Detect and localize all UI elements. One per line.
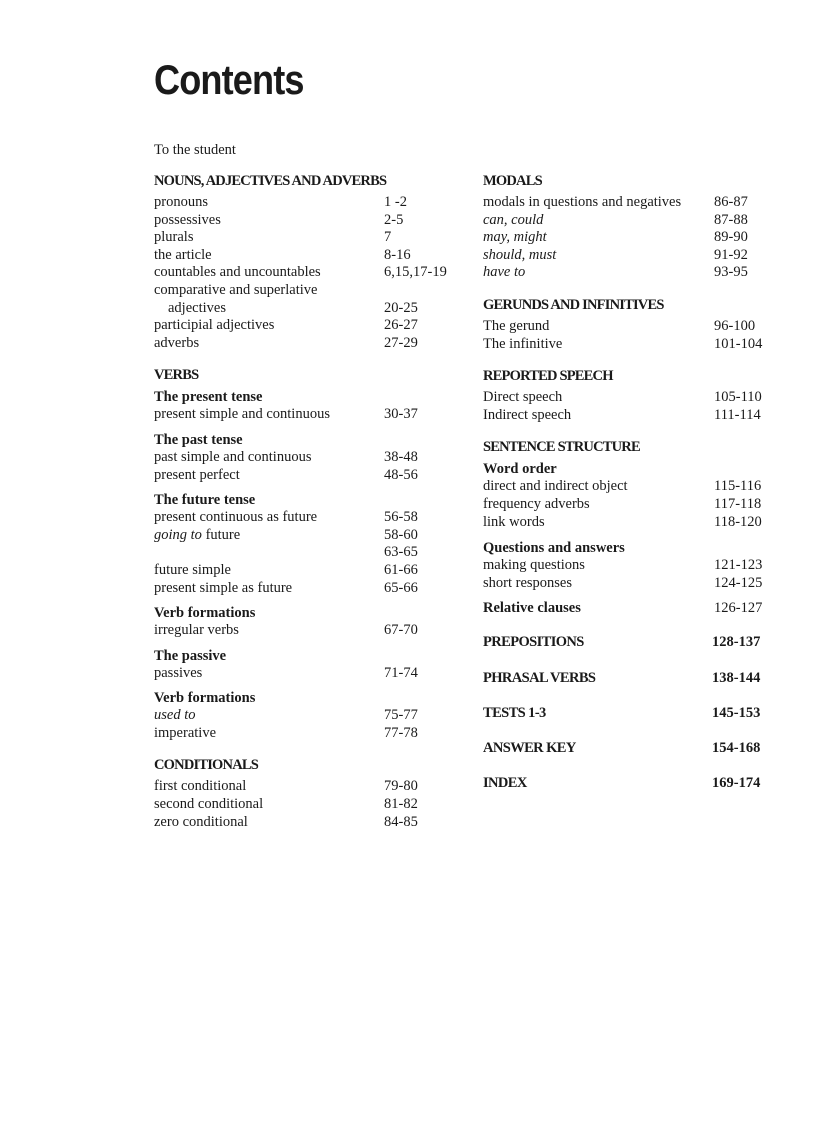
toc-label: future simple [154, 561, 231, 578]
toc-page: 56-58 [384, 509, 418, 526]
toc-label: The infinitive [483, 335, 563, 352]
toc-label: participial adjectives [154, 317, 275, 334]
section-heading-reported: REPORTED SPEECH [483, 368, 613, 385]
subsection-heading: Questions and answers [483, 540, 625, 557]
toc-major-row[interactable] [483, 669, 768, 687]
toc-row[interactable] [154, 509, 454, 527]
toc-page: 48-56 [384, 466, 418, 483]
toc-label: modals in questions and negatives [483, 194, 682, 210]
toc-row[interactable] [154, 317, 454, 335]
toc-label: adverbs [154, 334, 200, 351]
toc-row[interactable] [154, 229, 454, 247]
toc-label [154, 527, 384, 545]
toc-page: 128-137 [712, 633, 761, 650]
intro-entry[interactable]: To the student [154, 142, 236, 158]
toc-page: 105-110 [714, 389, 762, 406]
subsection-heading: The present tense [154, 389, 263, 406]
toc-label: passives [154, 664, 203, 681]
toc-row[interactable] [154, 212, 454, 230]
toc-page: 58-60 [384, 526, 418, 543]
toc-label: The gerund [483, 317, 550, 334]
toc-page: 93-95 [714, 264, 748, 281]
toc-page: 67-70 [384, 622, 418, 639]
toc-label: used to [154, 707, 196, 724]
toc-row[interactable] [483, 557, 768, 575]
toc-label: making questions [483, 557, 585, 574]
toc-label: zero conditional [154, 813, 248, 830]
toc-label: PREPOSITIONS [483, 633, 584, 650]
toc-row[interactable] [154, 335, 454, 353]
toc-page: 20-25 [384, 299, 418, 316]
toc-row[interactable] [154, 467, 454, 485]
toc-label: PHRASAL VERBS [483, 669, 596, 686]
toc-page: 6,15,17-19 [384, 264, 447, 281]
toc-page: 154-168 [712, 739, 761, 756]
toc-page: 115-116 [714, 478, 762, 495]
section-heading-nouns: NOUNS, ADJECTIVES AND ADVERBS [154, 173, 387, 189]
toc-page: 63-65 [384, 544, 418, 561]
toc-page: 81-82 [384, 796, 418, 813]
toc-label: irregular verbs [154, 622, 239, 639]
toc-page: 75-77 [384, 707, 418, 724]
toc-row[interactable] [483, 496, 768, 514]
toc-page: 138-144 [712, 669, 761, 686]
toc-page: 145-153 [712, 704, 761, 721]
toc-page: 65-66 [384, 579, 418, 596]
toc-label: past simple and continuous [154, 448, 312, 465]
toc-row[interactable] [154, 449, 454, 467]
toc-page: 84-85 [384, 813, 418, 830]
toc-label: ANSWER KEY [483, 739, 576, 756]
toc-label-rest: future [201, 526, 241, 543]
toc-page: 8-16 [384, 246, 411, 263]
toc-row[interactable] [483, 389, 768, 407]
toc-label: present simple as future [154, 579, 293, 596]
toc-row[interactable] [483, 514, 768, 532]
toc-label: present perfect [154, 466, 240, 483]
page-title: Contents [154, 56, 304, 103]
toc-page: 118-120 [714, 513, 762, 530]
toc-row[interactable] [154, 622, 454, 640]
toc-page: 1 -2 [384, 194, 407, 210]
toc-row [154, 544, 454, 562]
toc-row[interactable] [154, 406, 454, 424]
toc-page: 124-125 [714, 574, 763, 591]
section-heading-gerunds: GERUNDS AND INFINITIVES [483, 296, 664, 313]
subsection-heading: Verb formations [154, 605, 256, 622]
toc-label: INDEX [483, 774, 527, 791]
toc-label: direct and indirect object [483, 478, 628, 495]
toc-major-row[interactable] [483, 739, 768, 757]
toc-label: link words [483, 513, 545, 530]
subsection-heading: The future tense [154, 492, 256, 509]
toc-label: should, must [483, 246, 557, 263]
toc-row[interactable] [154, 725, 454, 743]
toc-row[interactable] [154, 194, 454, 212]
toc-row[interactable] [483, 264, 768, 282]
toc-major-row[interactable] [483, 704, 768, 722]
toc-label: present continuous as future [154, 509, 318, 526]
toc-label: adjectives [168, 299, 226, 316]
toc-row[interactable] [154, 282, 454, 300]
toc-row[interactable] [154, 707, 454, 725]
toc-page: 169-174 [712, 774, 761, 791]
toc-major-row[interactable] [483, 633, 768, 651]
toc-label-italic: going to [154, 526, 202, 543]
toc-page: 61-66 [384, 561, 418, 578]
toc-page: 26-27 [384, 317, 418, 334]
toc-row[interactable] [483, 229, 768, 247]
toc-row[interactable] [154, 562, 454, 580]
toc-row[interactable] [154, 580, 454, 598]
toc-page: 87-88 [714, 211, 748, 228]
toc-row[interactable] [154, 665, 454, 683]
toc-row[interactable] [154, 247, 454, 265]
toc-row[interactable] [154, 264, 454, 282]
section-heading-modals: MODALS [483, 173, 542, 189]
toc-major-row[interactable] [483, 774, 768, 792]
toc-label: TESTS 1-3 [483, 704, 546, 721]
left-column [154, 172, 454, 831]
toc-page: 121-123 [714, 557, 763, 574]
subsection-heading: Verb formations [154, 690, 256, 707]
toc-label: second conditional [154, 796, 264, 813]
toc-page: 117-118 [714, 495, 762, 512]
toc-row[interactable] [154, 300, 454, 318]
toc-row[interactable] [154, 778, 454, 796]
toc-label: possessives [154, 211, 221, 228]
toc-row[interactable] [483, 212, 768, 230]
toc-label: can, could [483, 211, 544, 228]
toc-row[interactable] [483, 407, 768, 425]
toc-page: 30-37 [384, 406, 418, 423]
toc-row[interactable] [483, 318, 768, 336]
toc-label: imperative [154, 724, 217, 741]
toc-label: Direct speech [483, 389, 563, 406]
toc-label: first conditional [154, 778, 247, 795]
toc-page: 96-100 [714, 317, 756, 334]
toc-page: 126-127 [714, 600, 763, 617]
toc-page: 7 [384, 229, 392, 246]
subsection-heading: The passive [154, 647, 227, 664]
toc-page: 86-87 [714, 194, 748, 210]
right-column [483, 172, 768, 792]
toc-row[interactable] [483, 194, 768, 212]
section-heading-conditionals: CONDITIONALS [154, 757, 259, 774]
toc-page: 89-90 [714, 229, 748, 246]
toc-page: 79-80 [384, 778, 418, 795]
toc-page: 111-114 [714, 406, 761, 423]
toc-label: comparative and superlative [154, 281, 318, 298]
toc-page: 91-92 [714, 246, 748, 263]
toc-page: 27-29 [384, 334, 418, 351]
toc-label: Indirect speech [483, 406, 572, 423]
toc-label: pronouns [154, 194, 208, 210]
toc-row[interactable] [483, 247, 768, 265]
toc-row[interactable] [483, 600, 768, 618]
toc-label: the article [154, 246, 212, 263]
toc-page: 101-104 [714, 335, 763, 352]
toc-label: have to [483, 264, 526, 281]
toc-page: 77-78 [384, 724, 418, 741]
toc-row[interactable] [483, 478, 768, 496]
toc-label: frequency adverbs [483, 495, 590, 512]
toc-row[interactable] [154, 527, 454, 545]
toc-row[interactable] [154, 796, 454, 814]
subsection-heading: Word order [483, 461, 557, 478]
section-heading-verbs: VERBS [154, 367, 199, 384]
toc-label: countables and uncountables [154, 264, 321, 281]
toc-page: 71-74 [384, 664, 418, 681]
toc-row[interactable] [154, 814, 454, 832]
toc-label: short responses [483, 574, 573, 591]
toc-row[interactable] [483, 575, 768, 593]
toc-row[interactable] [483, 336, 768, 354]
toc-label: Relative clauses [483, 600, 581, 617]
subsection-heading: The past tense [154, 431, 243, 448]
toc-label: may, might [483, 229, 547, 246]
toc-page: 2-5 [384, 211, 404, 228]
toc-label: present simple and continuous [154, 406, 330, 423]
section-heading-sentence: SENTENCE STRUCTURE [483, 439, 640, 456]
toc-page: 38-48 [384, 448, 418, 465]
toc-label: plurals [154, 229, 194, 246]
